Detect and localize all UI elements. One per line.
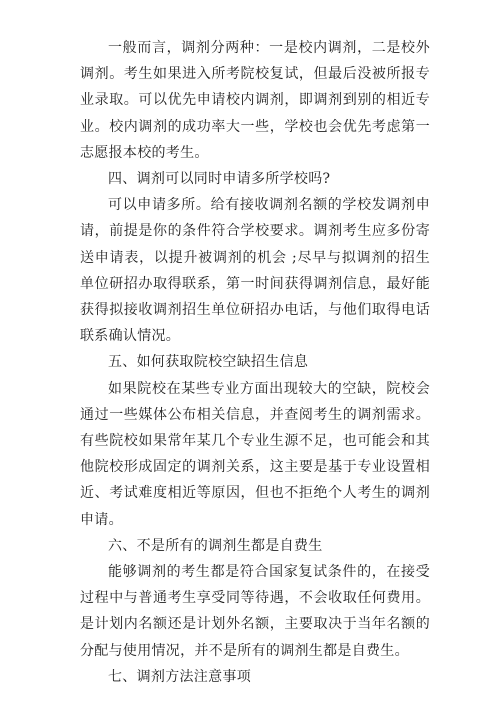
intro-paragraph: 一般而言，调剂分两种：一是校内调剂，二是校外调剂。考生如果进入所考院校复试，但最后没被所报专业录取。可以优先申请校内调剂，即调剂到别的相近专业。校内调剂的成功率大一些，学校也会优先考虑第一志愿报本校的考生。 xyxy=(80,40,430,161)
section-7-heading: 七、调剂方法注意事项 xyxy=(108,668,251,685)
document-body xyxy=(80,35,430,690)
section-5-paragraph: 如果院校在某些专业方面出现较大的空缺，院校会通过一些媒体公布相关信息，并查阅考生的调剂需求。有些院校如果常年某几个专业生源不足，也可能会和其他院校形成固定的调剂关系，这主要是基于专业设置相近、考试难度相近等原因，但也不拒绝个人考生的调剂申请。 xyxy=(80,380,430,528)
section-6-heading: 六、不是所有的调剂生都是自费生 xyxy=(108,537,323,554)
section-4-paragraph: 可以申请多所。给有接收调剂名额的学校发调剂申请，前提是你的条件符合学校要求。调剂考生应多份寄送申请表，以提升被调剂的机会 ;尽早与拟调剂的招生单位研招办取得联系，第一时间获得调剂信息，最好能获得拟接收调剂招生单位研招办电话，与他们取得电话联系确认情况。 xyxy=(80,197,430,345)
section-5-heading: 五、如何获取院校空缺招生信息 xyxy=(108,354,309,371)
section-6-paragraph: 能够调剂的考生都是符合国家复试条件的，在接受过程中与普通考生享受同等待遇，不会收取任何费用。是计划内名额还是计划外名额，主要取决于当年名额的分配与使用情况，并不是所有的调剂生都是自费生。 xyxy=(80,564,430,659)
section-4-heading: 四、调剂可以同时申请多所学校吗? xyxy=(108,171,331,188)
